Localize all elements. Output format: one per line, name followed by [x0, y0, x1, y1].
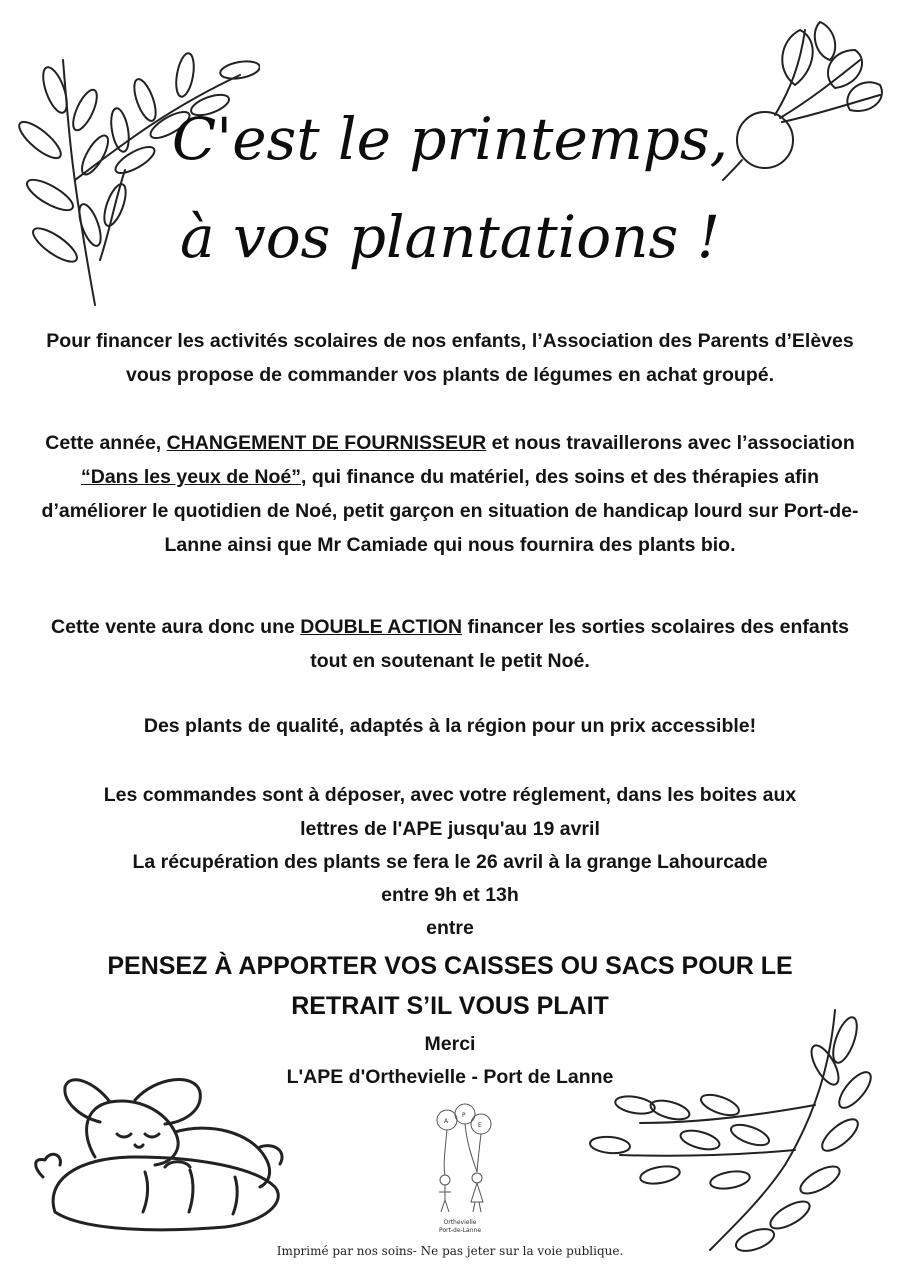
supplier-paragraph: [40, 426, 860, 562]
logo-letter-e: E: [478, 1122, 482, 1129]
association-name: “Dans les yeux de Noé”: [81, 466, 302, 488]
logo-caption-line-1: Orthevielle: [443, 1219, 477, 1226]
action-highlight: DOUBLE ACTION: [300, 616, 463, 638]
organization-name: L'APE d'Orthevielle - Port de Lanne: [286, 1066, 614, 1088]
pickup-line-2: entre 9h et 13h: [381, 884, 519, 906]
supplier-text-mid: et nous travaillerons avec l’association: [486, 432, 855, 454]
action-text-post: financer les sorties scolaires des enfants tout en soutenant le petit Noé.: [310, 616, 849, 672]
leaf-branch-icon: [580, 1005, 890, 1255]
action-text-pre: Cette vente aura donc une: [51, 616, 301, 638]
reminder-line-1: PENSEZ À APPORTER VOS CAISSES OU SACS POUR LE: [107, 952, 793, 980]
radish-icon: [720, 10, 890, 185]
supplier-highlight: CHANGEMENT DE FOURNISSEUR: [166, 432, 487, 454]
footer-note: Imprimé par nos soins- Ne pas jeter sur la voie publique.: [276, 1244, 624, 1258]
pickup-line-3: entre: [426, 917, 474, 939]
intro-paragraph: Pour financer les activités scolaires de nos enfants, l’Association des Parents d’Elèves vous propose de commander vos plants de légumes en achat groupé.: [46, 330, 854, 386]
title-line-2: à vos plantations !: [179, 203, 721, 271]
reminder-line-2: RETRAIT S’IL VOUS PLAIT: [291, 992, 609, 1020]
bunny-carrot-icon: [25, 1062, 300, 1237]
action-paragraph: [40, 610, 860, 678]
orders-line-2: lettres de l'APE jusqu'au 19 avril: [300, 818, 600, 840]
quality-paragraph: Des plants de qualité, adaptés à la région pour un prix accessible!: [143, 715, 757, 737]
thanks-text: Merci: [424, 1033, 476, 1055]
pickup-line-1: La récupération des plants se fera le 26 avril à la grange Lahourcade: [132, 851, 768, 873]
logo-caption-line-2: Port-de-Lanne: [438, 1227, 482, 1234]
supplier-text-post: , qui finance du matériel, des soins et des thérapies afin d’améliorer le quotidien de Noé, petit garçon en situation de handicap lourd sur Port-de-Lanne ainsi que Mr Camiade qui nous fournira des plants bio.: [41, 466, 859, 556]
supplier-text-pre: Cette année,: [45, 432, 167, 454]
orders-line-1: Les commandes sont à déposer, avec votre réglement, dans les boites aux: [103, 784, 797, 806]
logo-letter-a: A: [444, 1118, 449, 1125]
logo-letter-p: P: [462, 1112, 466, 1119]
title-line-1: C'est le printemps,: [171, 105, 729, 173]
ape-logo: [415, 1100, 505, 1240]
